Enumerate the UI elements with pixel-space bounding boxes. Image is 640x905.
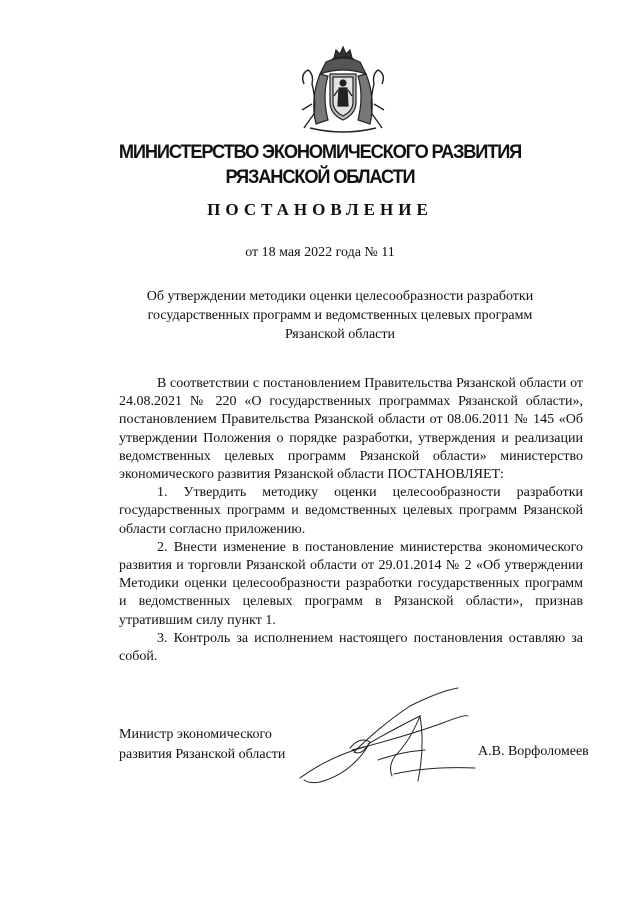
document-body	[119, 375, 583, 666]
subject-line2: государственных программ и ведомственных целевых программ	[147, 308, 533, 323]
body-item-2: 2. Внести изменение в постановление министерства экономического развития и торговли Рязанской области от 29.01.2014 № 2 «Об утверждении Методики оценки целесообразности разработки государственных программ и ведомственных целевых программ в Рязанской области», признав утратившим силу пункт 1.	[119, 539, 583, 628]
ministry-name	[13, 140, 627, 190]
ministry-name-line1: МИНИСТЕРСТВО ЭКОНОМИЧЕСКОГО РАЗВИТИЯ	[118, 142, 522, 163]
document-subject	[140, 287, 540, 344]
subject-line1: Об утверждении методики оценки целесообразности разработки	[146, 289, 534, 304]
signatory-position-line1: Министр экономического	[119, 727, 272, 742]
coat-of-arms-icon	[296, 44, 390, 136]
signatory-position-line2: развития Рязанской области	[119, 747, 286, 762]
ministry-name-line2: РЯЗАНСКОЙ ОБЛАСТИ	[225, 167, 415, 188]
subject-line3: Рязанской области	[284, 327, 396, 342]
document-date: от 18 мая 2022 года № 11	[245, 245, 395, 260]
body-item-1: 1. Утвердить методику оценки целесообразности разработки государственных программ и ведомственных целевых программ Рязанской области согласно приложению.	[119, 485, 583, 537]
body-item-3: 3. Контроль за исполнением настоящего постановления оставляю за собой.	[119, 630, 583, 665]
signatory-position	[119, 725, 285, 765]
body-preamble: В соответствии с постановлением Правительства Рязанской области от 24.08.2021 № 220 «О государственных программах Рязанской области», постановлением Правительства Рязанской области от 08.06.2011 № 145 «Об утверждении Положения о порядке разработки, утверждения и реализации ведомственных целевых программ Рязанской области» министерство экономического развития Рязанской области ПОСТАНОВЛЯЕТ:	[119, 376, 583, 483]
document-type: ПОСТАНОВЛЕНИЕ	[207, 200, 433, 219]
signatory-name: А.В. Ворфоломеев	[478, 744, 589, 759]
handwritten-signature-icon	[290, 686, 480, 786]
